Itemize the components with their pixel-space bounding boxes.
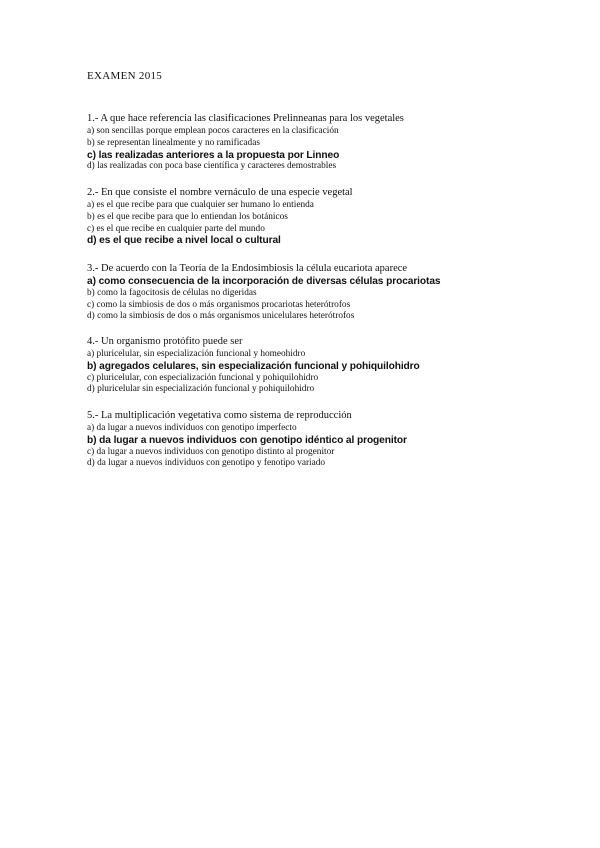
document-title: EXAMEN 2015	[87, 70, 163, 82]
answer-option-emphasized: a) como consecuencia de la incorporación de diversas células procariotas	[87, 276, 441, 287]
answer-option: d) pluricelular sin especialización funcional y pohiquilohidro	[87, 384, 315, 395]
question-heading: 5.- La multiplicación vegetativa como sistema de reproducción	[87, 410, 352, 421]
answer-option: c) da lugar a nuevos individuos con genotipo distinto al progenitor	[87, 446, 335, 457]
answer-option-emphasized: c) las realizadas anteriores a la propuesta por Linneo	[87, 149, 340, 161]
question-3	[87, 262, 517, 323]
answer-option-emphasized: d) es el que recibe a nivel local o cultural	[87, 235, 281, 247]
answer-option: a) da lugar a nuevos individuos con genotipo imperfecto	[87, 423, 297, 433]
answer-option: a) pluricelular, sin especialización funcional y homeohidro	[87, 349, 306, 359]
answer-option: d) como la simbiosis de dos o más organismos unicelulares heterótrofos	[87, 311, 355, 322]
answer-option: c) como la simbiosis de dos o más organismos procariotas heterótrofos	[87, 299, 351, 310]
answer-option: b) se representan linealmente y no ramificadas	[87, 137, 260, 148]
question-2	[87, 186, 517, 247]
answer-option: b) es el que recibe para que lo entiendan los botánicos	[87, 211, 288, 222]
answer-option: c) pluricelular, con especialización funcional y pohiquilohidro	[87, 372, 319, 383]
question-5	[87, 409, 517, 470]
question-heading: 3.- De acuerdo con la Teoría de la Endosimbiosis la célula eucariota aparece	[87, 263, 408, 274]
answer-option: a) es el que recibe para que cualquier ser humano lo entienda	[87, 200, 314, 210]
question-4	[87, 335, 517, 396]
answer-option: b) como la fagocitosis de células no digeridas	[87, 287, 257, 298]
question-1	[87, 112, 517, 173]
answer-option: c) es el que recibe en cualquier parte del mundo	[87, 223, 265, 234]
question-heading: 1.- A que hace referencia las clasificaciones Prelinneanas para los vegetales	[87, 113, 404, 124]
answer-option: d) las realizadas con poca base científica y caracteres demostrables	[87, 161, 337, 172]
answer-option-emphasized: b) agregados celulares, sin especialización funcional y pohiquilohidro	[87, 360, 420, 372]
question-heading: 2.- En que consiste el nombre vernáculo de una especie vegetal	[87, 187, 353, 198]
answer-option: a) son sencillas porque emplean pocos caracteres en la clasificación	[87, 126, 339, 136]
answer-option: d) da lugar a nuevos individuos con genotipo y fenotipo variado	[87, 458, 326, 469]
answer-option-emphasized: b) da lugar a nuevos individuos con genotipo idéntico al progenitor	[87, 434, 407, 446]
question-heading: 4.- Un organismo protófito puede ser	[87, 336, 243, 347]
